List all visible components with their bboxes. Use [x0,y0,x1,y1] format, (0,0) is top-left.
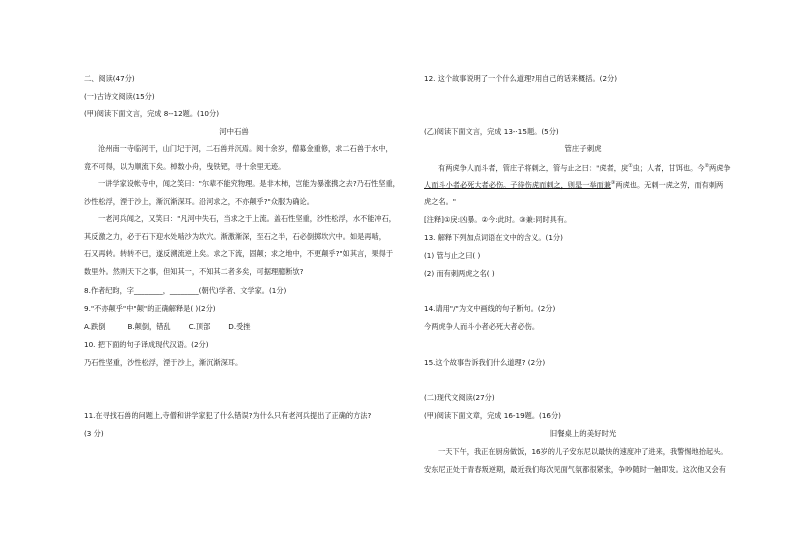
question-13-b: (2) 而有刺两虎之名( ) [424,269,495,278]
footnote-mark: ② [704,163,710,169]
footnote-mark: ① [628,163,633,169]
question-9-options [84,323,251,332]
option-b: B.颠倒，错乱 [127,322,171,331]
passage2-line-1: 有两虎争人而斗者，管庄子将刺之，管与止之曰："虎者，戾①虫；人者，甘饵也。今②两虎争 [438,163,731,173]
option-a: A.跌倒 [84,322,106,331]
passage1-line: 一老河兵闻之，又笑曰："凡河中失石，当求之于上流。盖石性坚重，沙性松浮，水不能冲石， [98,214,396,223]
passage1-line: 一讲学家设帐寺中，闻之笑曰："尔辈不能究物理。是非木柿，岂能为暴涨携之去?乃石性坚重， [98,179,400,188]
question-10: 10. 把下面的句子译成现代汉语。(2分) [84,340,209,349]
underlined-sentence: 人而斗小者必死大者必伤。子待伤虎而刺之，则是一举而兼 [424,180,611,190]
option-c: C.顶部 [188,322,211,331]
question-10-sentence: 乃石性坚重，沙性松浮，湮于沙上，渐沉渐深耳。 [84,358,243,367]
passage1-line: 其反激之力，必于石下迎水处啮沙为坎穴。渐激渐深，至石之半，石必倒掷坎穴中。如是再啮， [84,232,386,241]
question-12: 12. 这个故事说明了一个什么道理?用自己的话来概括。(2分) [424,74,618,83]
passage1-line: 沙性松浮，湮于沙上，渐沉渐深耳。沿河求之，不亦颠乎?"众服为确论。 [84,197,314,206]
question-15: 15.这个故事告诉我们什么道理? (2分) [424,358,546,367]
passage2-line-3: 虎之名。" [424,197,457,206]
passage1-line: 数里外。然则天下之事，但知其一，不知其二者多矣，可据理臆断欤? [84,267,304,276]
passage2-line-2: 人而斗小者必死大者必伤。子待伤虎而刺之，则是一举而兼③两虎也。无刺一虎之劳，而有刺两 [424,180,724,190]
passage2-title: 管庄子刺虎 [564,144,602,153]
part1-heading: (一)古诗文阅读(15分) [84,92,155,101]
part2-intro: (甲)阅读下面文章，完成 16-19题。(16分) [424,411,561,420]
option-d: D.受挫 [228,322,251,331]
question-11: 11.在寻找石兽的问题上,寺僧和讲学家犯了什么错误?为什么只有老河兵提出了正确的方法? [84,411,372,420]
footnote-mark: ③ [610,180,616,186]
question-13-a: (1) 管与止之曰( ) [424,251,481,260]
section-heading: 二、阅读(47分) [84,74,135,83]
question-14-sentence: 今两虎争人而斗小者必死大者必伤。 [424,322,540,331]
passage3-line: 一天下午，我正在厨房做饭，16岁的儿子安东尼以最快的速度冲了进来，我警惕地抬起头。 [438,447,728,456]
passage1-line: 石又再转。转转不已，遂反溯流逆上矣。求之下流，固颠；求之地中，不更颠乎?"如其言，果得于 [84,249,394,258]
passage3-title: 旧餐桌上的美好时光 [549,429,617,438]
question-8: 8.作者纪昀，字________，________(朝代)学者、文学家。(1分) [84,286,287,295]
question-14: 14.请用"/"为文中画线的句子断句。(2分) [424,304,556,313]
part1b-intro: (乙)阅读下面文言，完成 13-·15题。(5分) [424,127,559,136]
passage1-line: 沧州南一寺临河干，山门圮于河，二石兽并沉焉。阅十余岁，僧募金重修，求二石兽于水中， [98,144,393,153]
part2-heading: (二)现代文阅读(27分) [424,393,495,402]
part1a-intro: (甲)阅读下面文言，完成 8--12题。(10分) [84,109,219,118]
passage2-notes: [注释]①戾:凶暴。②今:此时。③兼:同时具有。 [424,215,572,224]
question-13: 13. 解释下列加点词语在文中的含义。(1分) [424,233,563,242]
passage1-title: 河中石兽 [219,127,249,136]
passage3-line: 安东尼正处于青春叛逆期，最近我们每次见面气氛都很紧张，争吵随时一触即发。这次他又会有 [424,465,726,474]
question-9: 9."不亦颠乎"中"颠"的正确解释是( )(2分) [84,304,216,313]
question-11-points: (3 分) [84,429,104,438]
passage1-line: 竟不可得，以为顺流下矣。棹数小舟，曳铁钯，寻十余里无迹。 [84,162,286,171]
